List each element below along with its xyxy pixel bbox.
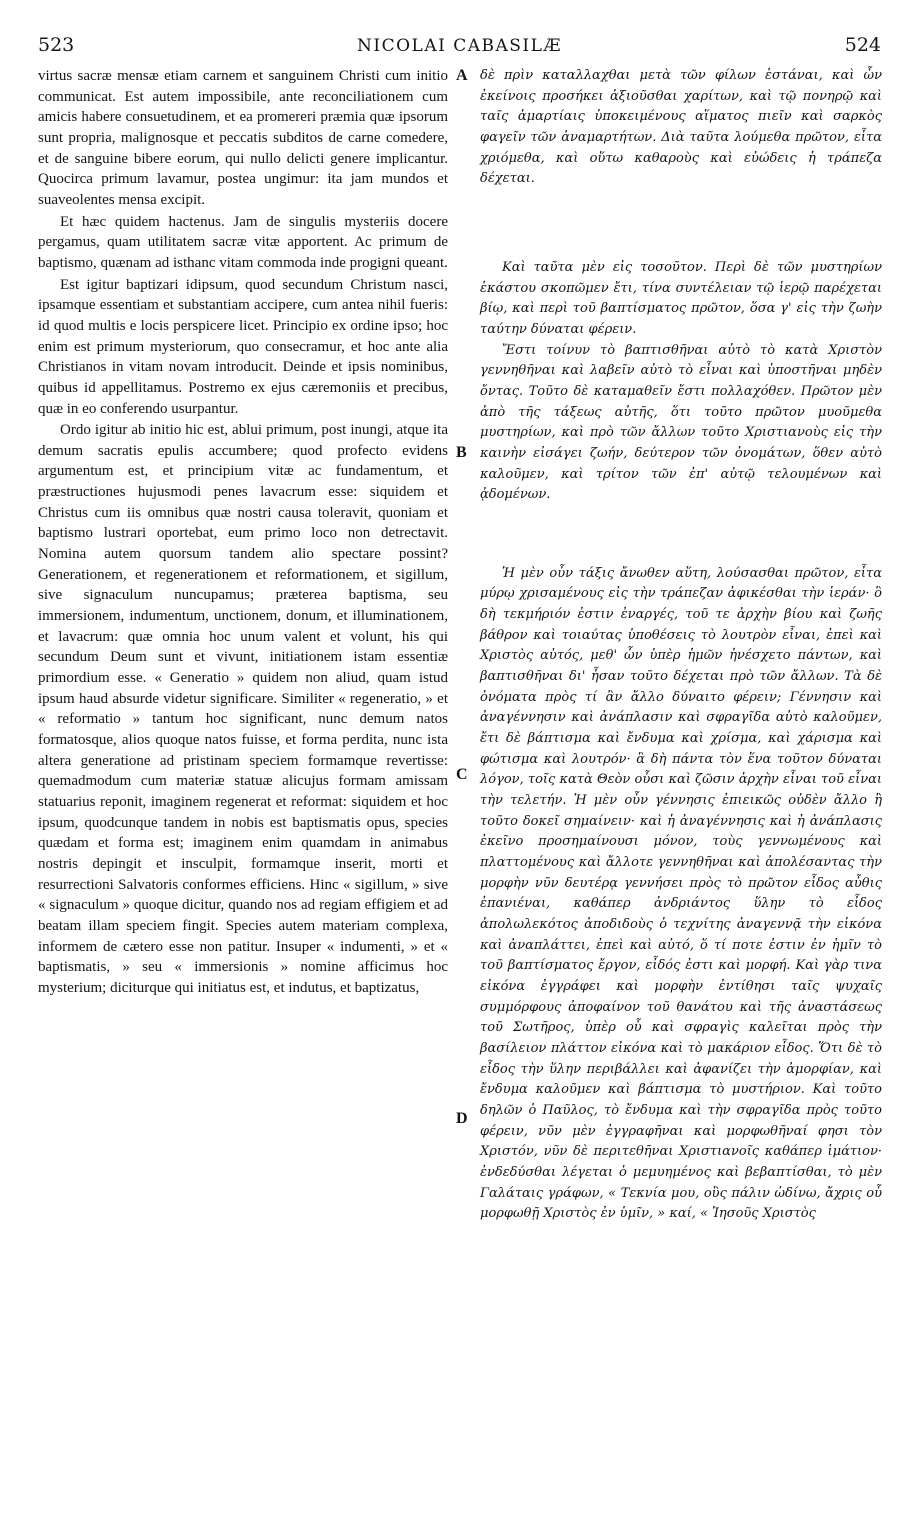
section-marker-d: D [456,1110,468,1127]
latin-paragraph: Et hæc quidem hactenus. Jam de singulis mysteriis docere pergamus, quam utilitatem sacræ vitæ apportent. Ac primum de baptismo, quænam ad isthanc vitam commoda inde progigni queant. [38,213,448,271]
latin-paragraph: Est igitur baptizari idipsum, quod secundum Christum nasci, ipsamque essentiam et substantiam accipere, cum antea nihil fueris: id quod multis e locis perspicere licet. Principio ex ordine ipso; hoc enim est primum mysteriorum, quo consecramur, et hoc ante alia Christianos in vitam novam introducit. Deinde et ipsis nominibus, quibus id appellitamus. Postremo ex ejus cæremoniis et precibus, quæ in eo conferendo usurpantur. [38,276,448,417]
section-marker-b: B [456,444,467,461]
running-title: NICOLAI CABASILÆ [357,36,562,56]
latin-column [38,66,448,999]
page-number-right: 524 [844,34,881,56]
greek-paragraph: Καὶ ταῦτα μὲν εἰς τοσοῦτον. Περὶ δὲ τῶν μυστηρίων ἑκάστου σκοπῶμεν ἔτι, τίνα συντέλειαν τῷ ἱερῷ παρέχεται βίῳ, καὶ περὶ τοῦ βαπτίσματος πρῶτον, ὅσα γ' εἰς τὴν ζωὴν ταύτην δύναται φέρειν. [480,259,882,337]
greek-paragraph: δὲ πρὶν καταλλαχθαι μετὰ τῶν φίλων ἑστάναι, καὶ ὧν ἐκείνοις προσήκει ἀξιοῦσθαι χαρίτων, καὶ τῷ πονηρῷ καὶ ταῖς ἁμαρτίαις ὑποκειμένους αἵματος πιεῖν καὶ σαρκὸς φαγεῖν τῶν ἀναμαρτήτων. Διὰ ταῦτα λούμεθα πρῶτον, εἶτα χριόμεθα, καὶ οὕτω καθαροὺς καὶ εὐώδεις ἡ τράπεζα δέχεται. [480,68,882,187]
greek-paragraph: Ἡ μὲν οὖν τάξις ἄνωθεν αὕτη, λούσασθαι πρῶτον, εἶτα μύρῳ χρισαμένους εἰς τὴν τράπεζαν ἀφικέσθαι τὴν ἱεράν· ὃ δὴ τεκμήριόν ἐστιν ἐναργές, τοῦ τε ἀρχὴν βίου καὶ ζωῆς βάθρον καὶ τοιαύτας ὑποθέσεις τὸ λουτρὸν εἶναι, ἐπεὶ καὶ Χριστὸς αὐτός, μεθ' ὧν ὑπὲρ ἡμῶν ἠνέσχετο πάντων, καὶ βαπτισθῆναι δι' ἦσαν τοῦτο δέχεται πρὸ τῶν ἄλλων. Τὰ δὲ ὀνόματα πρὸς τί ἂν ἄλλο δύναιτο φέρειν; Γέννησιν καὶ ἀναγέννησιν καὶ ἀνάπλασιν καὶ σφραγῖδα αὐτὸ καλοῦμεν, ἔτι δὲ βάπτισμα καὶ ἔνδυμα καὶ χρίσμα, καὶ χάρισμα καὶ φώτισμα καὶ λουτρόν· ἃ δὴ πάντα τὸν ἕνα τοῦτον δύναται λόγον, τοῖς κατὰ Θεὸν οὖσι καὶ ζῶσιν ἀρχὴν εἶναι τοῦ εἶναι τὴν τελετήν. Ἡ μὲν οὖν γέννησις ἐπιεικῶς οὐδὲν ἄλλο ἢ τοῦτο δοκεῖ σημαίνειν· καὶ ἡ ἀναγέννησις καὶ ἡ ἀνάπλασις ἐκεῖνο προσημαίνουσι μόνον, τοὺς γεννωμένους καὶ πλαττομένους καὶ ἄλλοτε γεννηθῆναι καὶ ἀπολέσαντας τὴν μορφὴν νῦν δευτέρᾳ γεννήσει πρὸς τὸ πρῶτον εἶδος αὖθις ἐπανιέναι, καθάπερ ἀνδριάντος ὕλην τὸ εἶδος ἀπολωλεκότος ἀποδιδοὺς ὁ τεχνίτης ἀναγεννᾷ τὴν εἰκόνα καὶ ἀναπλάττει, ἐπεὶ καὶ αὐτό, ὅ τί ποτε ἐστιν ἐν ἡμῖν τὸ τοῦ βαπτίσματος ἔργον, εἶδός ἐστι καὶ μορφή. Καὶ γὰρ τινα εἰκόνα ἐγγράφει καὶ μορφὴν ἐντίθησι ταῖς ψυχαῖς συμμόρφους ἀποφαίνον τοῦ θανάτου καὶ τῆς ἀναστάσεως τοῦ Σωτῆρος, ὑπὲρ οὗ καὶ σφραγὶς καλεῖται πρὸς τὴν βασίλειον πλάττον εἰκόνα καὶ τὸ μακάριον εἶδος. Ὅτι δὲ τὸ εἶδος τὴν ὕλην περιβάλλει καὶ ἀφανίζει τὴν ἀμορφίαν, καὶ ἔνδυμα καλοῦμεν καὶ βάπτισμα τὸ μυστήριον. Καὶ τοῦτο δηλῶν ὁ Παῦλος, τὸ ἔνδυμα καὶ τὴν σφραγῖδα πρὸς τοῦτο φέρειν, νῦν μὲν ἐγγραφῆναι καὶ μορφωθῆναί φησι τὸν Χριστόν, νῦν δὲ περιτεθῆναι Χριστιανοῖς καθάπερ ἱμάτιον· ἐνδεδύσθαι λέγεται ὁ μεμυημένος καὶ βεβαπτίσθαι, τὸ μὲν Γαλάταις γράφων, « Τεκνία μου, οὓς πάλιν ὠδίνω, ἄχρις οὗ μορφωθῇ Χριστὸς ἐν ὑμῖν, » καί, « Ἰησοῦς Χριστὸς [480,565,882,1222]
section-marker-a: A [456,67,468,84]
section-marker-c: C [456,766,468,783]
running-header [0,34,919,58]
greek-paragraph: Ἔστι τοίνυν τὸ βαπτισθῆναι αὐτὸ τὸ κατὰ Χριστὸν γεννηθῆναι καὶ λαβεῖν αὐτὸ τὸ εἶναι καὶ ὑποστῆναι μηδὲν ὄντας. Τοῦτο δὲ καταμαθεῖν ἔστι πολλαχόθεν. Πρῶτον μὲν ἀπὸ τῆς τάξεως αὐτῆς, ὅτι τοῦτο πρῶτον μυοῦμεθα μυστηρίων, καὶ πρὸ τῶν ἄλλων τοῦτο Χριστιανοὺς εἰς τὴν καινὴν εἰσάγει ζωήν, δεύτερον τῶν ὀνομάτων, ὅθεν αὐτὸ καλοῦμεν, καὶ τρίτον τῶν ἐπ' αὐτῷ τελουμένων καὶ ᾀδομένων. [480,342,882,503]
latin-paragraph: virtus sacræ mensæ etiam carnem et sanguinem Christi cum initio communicat. Est autem impossibile, ante reconciliationem cum amicis habere consuetudinem, et ea promereri præmia quæ ipsorum sunt propria, malignosque et peccatis subditos de carne comedere, et de sanguine bibere eorum, qui nullo delicti genere implicantur. Quocirca primum lavamur, postea ungimur: ita jam mundos et suaveolentes mensa excipit. [38,68,448,208]
page-number-left: 523 [38,34,75,56]
latin-paragraph: Ordo igitur ab initio hic est, ablui primum, post inungi, atque ita demum sacratis epulis accumbere; quod profecto evidens argumentum est, et principium vitæ ac fundamentum, et præstructiones hujusmodi penes lavacrum esse: siquidem et Christus cum iis omnibus quæ nostri causa toleravit, quoniam et baptismo lustrari oportebat, eum primo loco non detrectavit. Nomina autem quorsum tandem alio spectare possint? Generationem, et regenerationem et reformationem, et sigillum, sive signaculum nuncupamus; præterea baptisma, seu immersionem, indumentum, unctionem, donum, et illuminationem, et lavacrum: quæ omnia hoc unum valent et volunt, his qui secundum Deum sunt et vivunt, initiationem istam essentiæ primordium esse. « Generatio » quidem non aliud, quam istud ipsum haud absurde videtur significare. Similiter « regeneratio, » et « reformatio » tantum hoc significant, nunc demum natos formatosque, alios quoque natos fuisse, et forma perdita, nunc ista altera generatione ad pristinam speciem formamque revertisse: quemadmodum cum materiæ statuæ alicujus formam amissam statuarius reponit, imaginem regenerat et reformat: siquidem et hoc ipsum, quodcunque tandem in nobis est baptismatis opus, species quædam et forma est; imaginem enim quamdam in animabus nostris depingit et insculpit, formamque inserit, morti et resurrectioni Salvatoris conformes efficiens. Hinc « sigillum, » sive « signaculum » quoque dicitur, quando nos ad regiam effigiem et ad beatam illam speciem fingit. Species autem materiam complexa, informem de cætero esse non patitur. Insuper « indumenti, » et « baptismatis, » seu « immersionis » nomine afficimus hoc mysterium; diciturque qui initiatus est, et indutus, et baptizatus, [38,422,448,996]
greek-column [480,66,882,1225]
